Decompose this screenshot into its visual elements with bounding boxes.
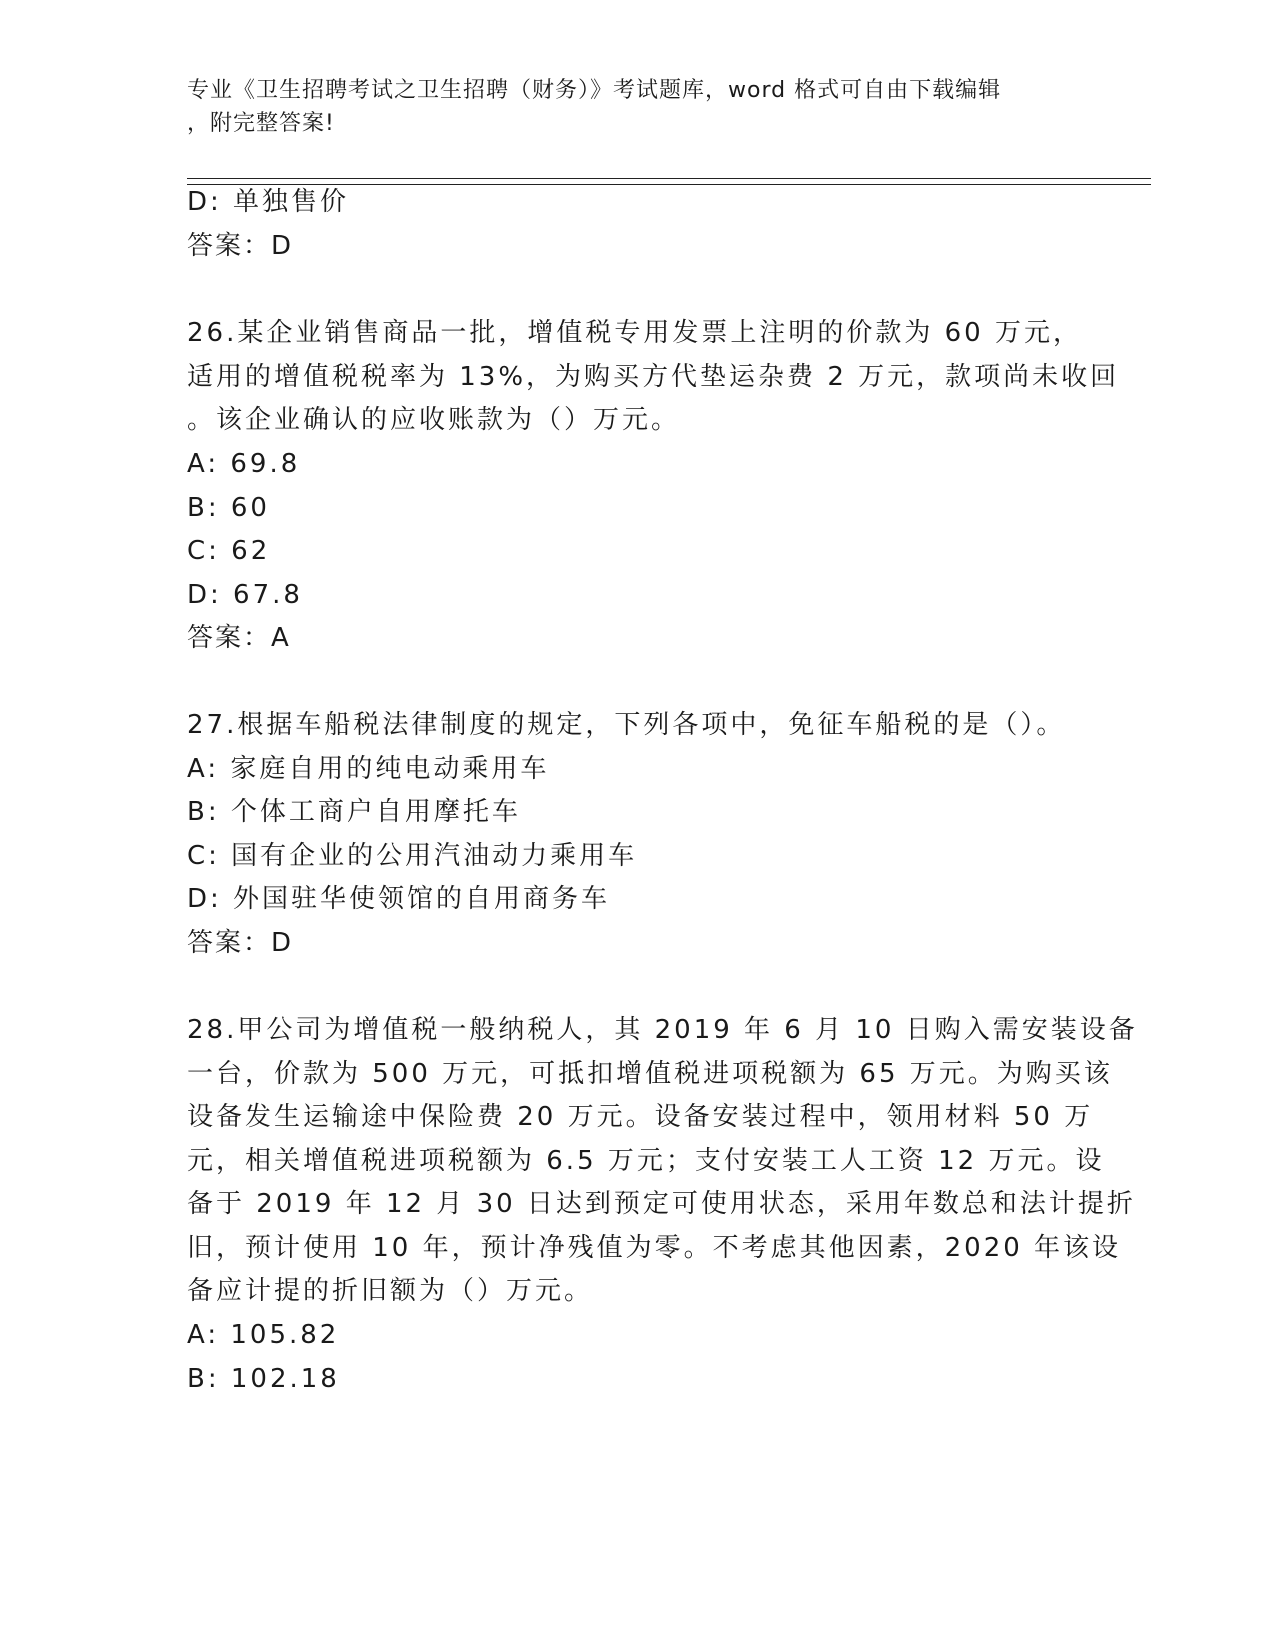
q28-text-line-6: 旧，预计使用 10 年，预计净残值为零。不考虑其他因素，2020 年该设 <box>187 1233 1122 1263</box>
q28-text-line-2: 一台，价款为 500 万元，可抵扣增值税进项税额为 65 万元。为购买该 <box>187 1059 1113 1089</box>
q28-text-line-7: 备应计提的折旧额为（）万元。 <box>187 1276 594 1306</box>
q26-text-line-1: 26.某企业销售商品一批，增值税专用发票上注明的价款为 60 万元， <box>187 318 1082 348</box>
q26-answer: 答案：A <box>187 623 291 653</box>
q26-option-d: D: 67.8 <box>187 580 303 610</box>
q28-text-line-3: 设备发生运输途中保险费 20 万元。设备安装过程中，领用材料 50 万 <box>187 1102 1094 1132</box>
document-header <box>187 74 1067 140</box>
q26-option-a: A: 69.8 <box>187 449 301 479</box>
header-line-2: ，附完整答案! <box>187 111 335 136</box>
header-line-1: 专业《卫生招聘考试之卫生招聘（财务）》考试题库，word 格式可自由下载编辑 <box>187 78 1002 103</box>
q26-text-line-3: 。该企业确认的应收账款为（）万元。 <box>187 405 681 435</box>
q27-option-a: A: 家庭自用的纯电动乘用车 <box>187 754 550 784</box>
q27-answer: 答案：D <box>187 928 294 958</box>
q26-option-c: C: 62 <box>187 536 271 566</box>
q28-text-line-5: 备于 2019 年 12 月 30 日达到预定可使用状态，采用年数总和法计提折 <box>187 1189 1136 1219</box>
q28-option-b: B: 102.18 <box>187 1364 340 1394</box>
prev-answer: 答案：D <box>187 231 294 261</box>
q28-option-a: A: 105.82 <box>187 1320 340 1350</box>
q27-option-b: B: 个体工商户自用摩托车 <box>187 797 521 827</box>
q27-text-line-1: 27.根据车船税法律制度的规定，下列各项中，免征车船税的是（）。 <box>187 710 1066 740</box>
q27-option-d: D: 外国驻华使领馆的自用商务车 <box>187 884 611 914</box>
q26-text-line-2: 适用的增值税税率为 13%，为购买方代垫运杂费 2 万元，款项尚未收回 <box>187 362 1120 392</box>
prev-option-d: D: 单独售价 <box>187 187 350 217</box>
q27-option-c: C: 国有企业的公用汽油动力乘用车 <box>187 841 638 871</box>
q26-option-b: B: 60 <box>187 493 270 523</box>
q28-text-line-4: 元，相关增值税进项税额为 6.5 万元；支付安装工人工资 12 万元。设 <box>187 1146 1105 1176</box>
q28-text-line-1: 28.甲公司为增值税一般纳税人，其 2019 年 6 月 10 日购入需安装设备 <box>187 1015 1138 1045</box>
